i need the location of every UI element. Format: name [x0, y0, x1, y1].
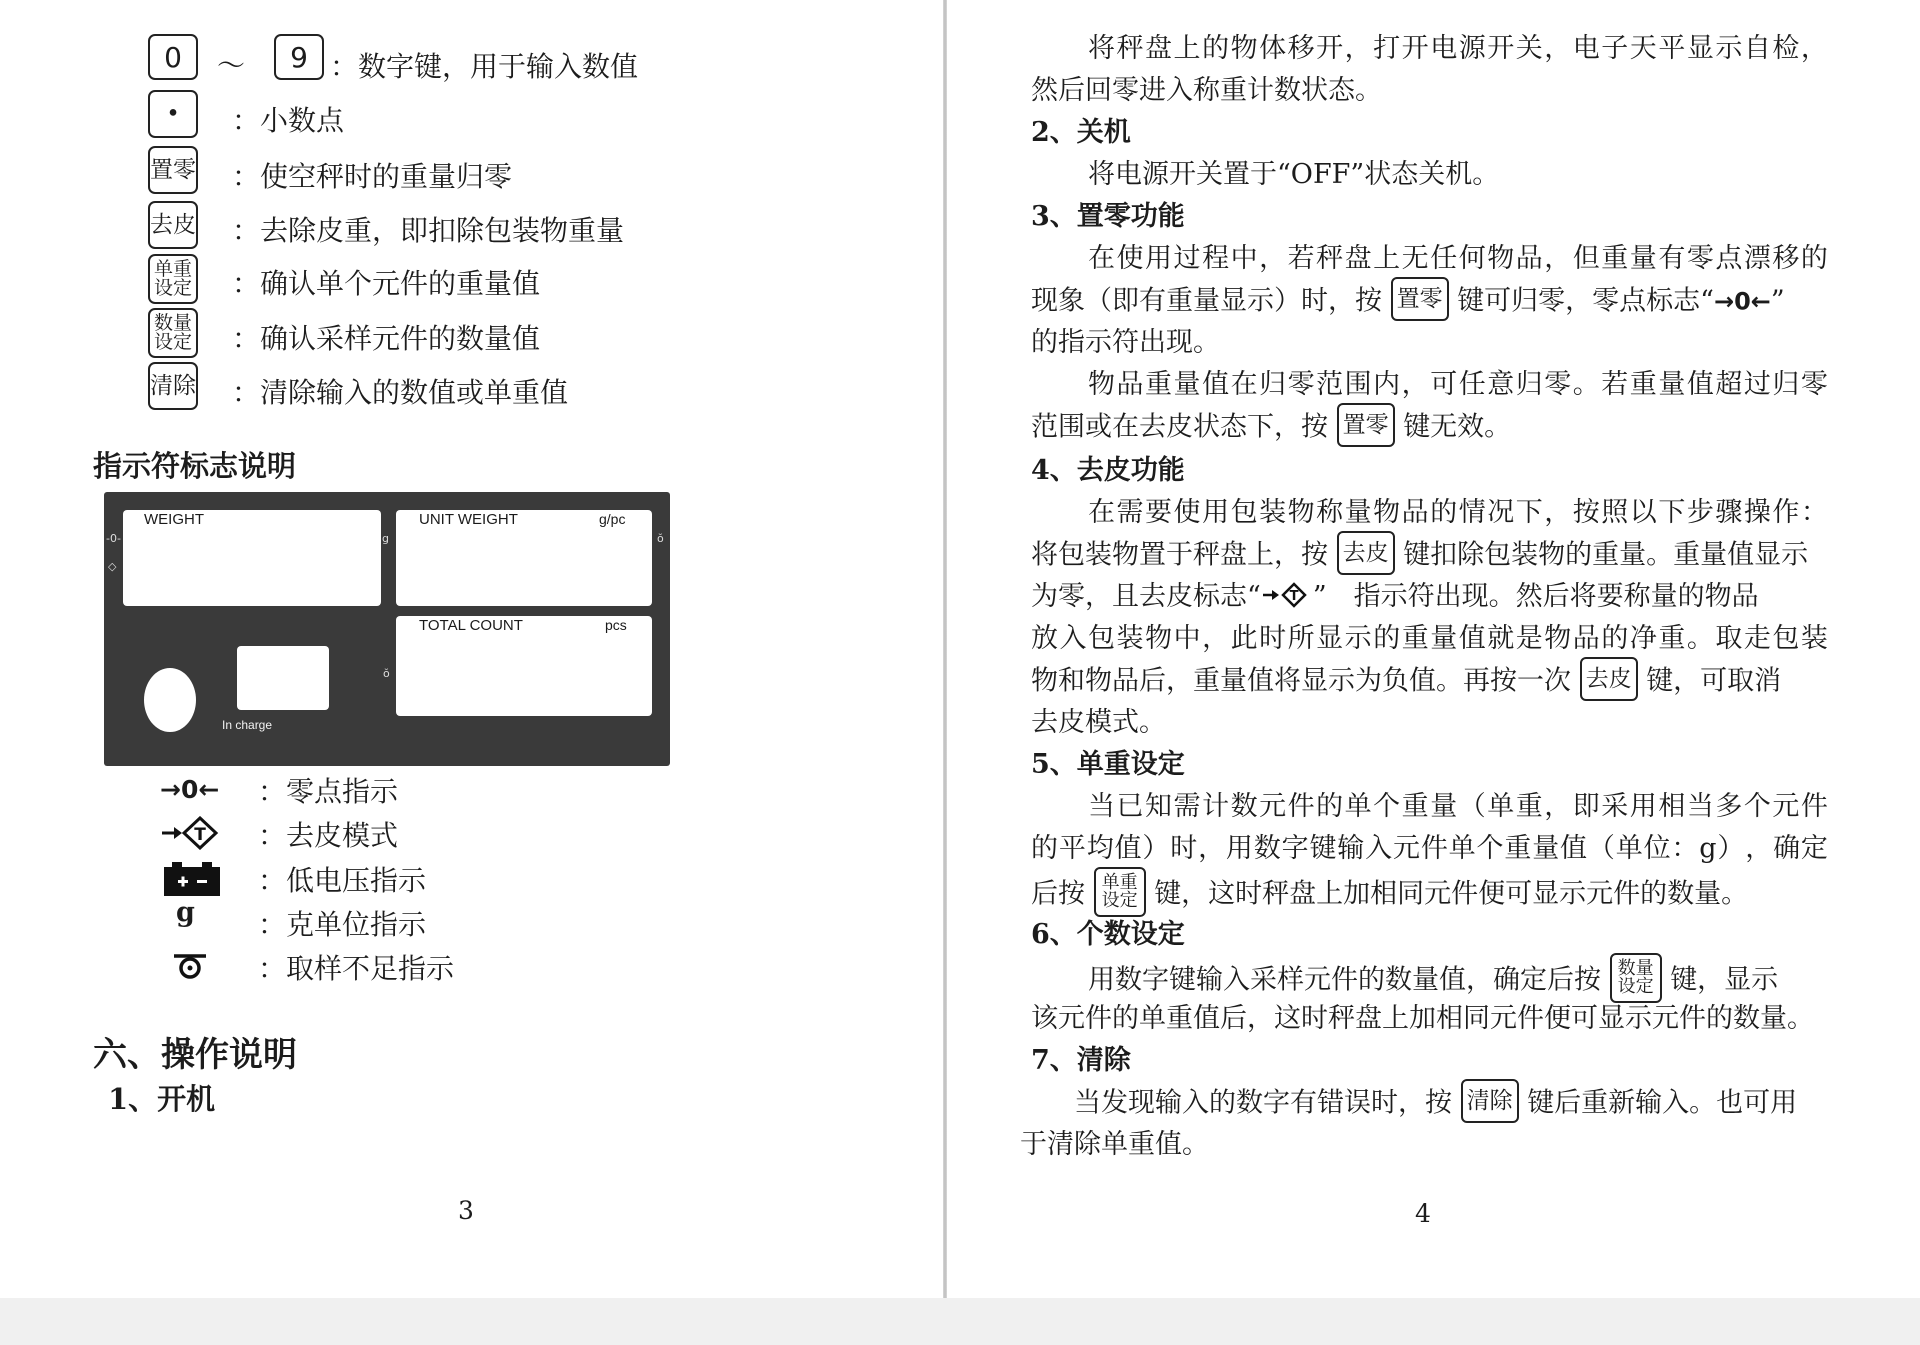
count-key — [148, 308, 198, 358]
clear-line-1a: 当发现输入的数字有错误时，按 — [1074, 1087, 1452, 1119]
heading-power-off: 2、关机 — [1031, 117, 1131, 148]
count-line-1a: 用数字键输入采样元件的数量值，确定后按 — [1088, 964, 1601, 996]
display-panel — [104, 492, 670, 766]
tare-key-inline: 去皮 — [1337, 531, 1395, 575]
zero-key-inline-2: 置零 — [1337, 403, 1395, 447]
zero-line-5a: 范围或在去皮状态下，按 — [1031, 411, 1328, 443]
count-key-bottom: 设定 — [153, 331, 192, 353]
unit-line-1: 当 已 知 需 计 数 元 件 的 单 个 重 量 （ 单 重 ， 即 采 用 相 当 多 个 元 件 — [1088, 791, 1828, 822]
battery-indicator-description: ：低电压指示 — [258, 864, 427, 897]
power-on-heading: 1、开机 — [108, 1082, 216, 1116]
zero-line-2c: ” — [1770, 285, 1785, 317]
count-key-inline-top: 数量 — [1617, 958, 1654, 979]
charge-led — [238, 695, 252, 709]
unit-weight-key-bottom: 设定 — [153, 277, 192, 299]
number-keys-description: ：数字键，用于输入数值 — [330, 50, 639, 83]
svg-text:T: T — [194, 825, 206, 845]
heading-unit-weight: 5、单重设定 — [1031, 749, 1185, 780]
decimal-point-key: • — [148, 90, 198, 138]
zero-line-2a: 现象（即有重量显示）时，按 — [1031, 285, 1382, 317]
tare-key-description: ：去除皮重，即扣除包装物重量 — [232, 214, 625, 247]
decimal-point-description: ：小数点 — [232, 104, 345, 137]
heading-zero-function: 3、置零功能 — [1031, 201, 1185, 232]
unit-weight-key-inline-top: 单重 — [1101, 872, 1138, 893]
key-0: 0 — [148, 34, 198, 80]
count-line-1b: 键，显示 — [1670, 964, 1779, 996]
unit-weight-key — [148, 254, 198, 304]
tare-key: 去皮 — [148, 201, 198, 249]
tare-indicator-icon — [160, 816, 222, 854]
count-line-2: 该元件的单重值后，这时秤盘上加相同元件便可显示元件的数量。 — [1031, 1003, 1814, 1034]
clear-line-1 — [1074, 1082, 1814, 1124]
indicator-heading: 指示符标志说明 — [93, 449, 297, 483]
g-mark-icon: g — [382, 532, 389, 545]
scan-bottom-strip — [0, 1298, 1920, 1345]
tare-line-5b: 键，可取消 — [1646, 665, 1782, 697]
page-number-left: 3 — [458, 1196, 474, 1225]
svg-text:T: T — [1289, 588, 1299, 604]
tare-mark-inline-icon — [1261, 582, 1313, 608]
clear-key-inline: 清除 — [1461, 1079, 1519, 1123]
sample-icon — [172, 952, 208, 984]
zero-key: 置零 — [148, 146, 198, 194]
unit-line-3 — [1031, 870, 1828, 912]
tare-indicator-description: ：去皮模式 — [258, 819, 399, 852]
count-key-description: ：确认采样元件的数量值 — [232, 322, 541, 355]
zero-mark-inline-icon: →0← — [1714, 287, 1771, 316]
zero-indicator-icon: →0← — [160, 775, 220, 804]
tare-line-2b: 键扣除包装物的重量。重量值显示 — [1403, 539, 1809, 571]
zero-line-1: 在 使 用 过 程 中 ， 若 秤 盘 上 无 任 何 物 品 ， 但 重 量 有 零 点 漂 移 的 — [1088, 243, 1828, 274]
weight-label: WEIGHT — [144, 511, 204, 528]
tare-line-5 — [1031, 660, 1828, 702]
unit-weight-key-inline — [1094, 867, 1146, 917]
key-9: 9 — [274, 34, 324, 80]
charge-label: In charge — [222, 718, 273, 732]
total-count-unit: pcs — [605, 617, 627, 633]
sample-mark-icon-right: ŏ — [657, 532, 664, 545]
paragraph-power-off: 将电源开关置于“OFF”状态关机。 — [1088, 159, 1500, 190]
zero-line-5 — [1031, 406, 1828, 448]
tare-line-6: 去皮模式。 — [1031, 707, 1166, 738]
unit-weight-label: UNIT WEIGHT — [419, 511, 518, 528]
tare-line-3 — [1031, 576, 1828, 618]
unit-weight-key-description: ：确认单个元件的重量值 — [232, 267, 541, 300]
battery-icon — [164, 862, 220, 900]
page-number-right: 4 — [1415, 1199, 1431, 1228]
zero-line-2b: 键可归零，零点标志“ — [1457, 285, 1714, 317]
unit-line-3a: 后按 — [1031, 878, 1085, 910]
heading-tare-function: 4、去皮功能 — [1031, 455, 1185, 486]
tare-line-5a: 物和物品后，重量值将显示为负值。再按一次 — [1031, 665, 1571, 697]
tare-line-1: 在 需 要 使 用 包 装 物 称 量 物 品 的 情 况 下 ， 按 照 以 下 步 骤 操 作 ： — [1088, 497, 1828, 528]
tare-line-4: 放 入 包 装 物 中 ， 此 时 所 显 示 的 重 量 值 就 是 物 品 的 净 重 。 取 走 包 装 — [1031, 623, 1828, 654]
heading-clear: 7、清除 — [1031, 1045, 1131, 1076]
gram-indicator-icon: g — [176, 897, 195, 928]
tare-mark-icon: ◇ — [108, 560, 117, 573]
clear-key-description: ：清除输入的数值或单重值 — [232, 376, 569, 409]
total-count-label: TOTAL COUNT — [419, 617, 523, 634]
clear-line-1b: 键后重新输入。也可用 — [1527, 1087, 1798, 1119]
sample-indicator-description: ：取样不足指示 — [258, 952, 455, 985]
clear-key: 清除 — [148, 362, 198, 410]
tilde: ～ — [217, 49, 246, 82]
zero-indicator-description: ：零点指示 — [258, 775, 399, 808]
count-key-inline-bottom: 设定 — [1617, 976, 1654, 997]
paragraph-1-line-2: 然后回零进入称重计数状态。 — [1031, 75, 1382, 106]
section-title: 六、操作说明 — [93, 1035, 297, 1075]
unit-line-2: 的 平 均 值 ） 时 ， 用 数 字 键 输 入 元 件 单 个 重 量 值 （ 单 位 ： g ） ， 确 定 — [1031, 833, 1828, 864]
tare-line-3a: 为零，且去皮标志“ — [1031, 581, 1261, 612]
unit-weight-key-inline-bottom: 设定 — [1101, 890, 1138, 911]
tare-line-3b: ” 指示符出现。然后将要称量的物品 — [1312, 581, 1759, 612]
zero-line-4: 物 品 重 量 值 在 归 零 范 围 内 ， 可 任 意 归 零 。 若 重 量 值 超 过 归 零 — [1088, 369, 1828, 400]
tare-line-2 — [1031, 534, 1828, 576]
zero-line-3: 的指示符出现。 — [1031, 327, 1220, 358]
heading-count-setting: 6、个数设定 — [1031, 919, 1185, 950]
tare-key-inline-2: 去皮 — [1580, 657, 1638, 701]
zero-key-description: ：使空秤时的重量归零 — [232, 160, 513, 193]
count-key-top: 数量 — [153, 312, 192, 334]
unit-weight-unit: g/pc — [599, 511, 626, 527]
power-button — [144, 668, 196, 732]
clear-line-2: 于清除单重值。 — [1020, 1129, 1209, 1160]
zero-line-2 — [1031, 280, 1828, 322]
unit-weight-key-top: 单重 — [153, 258, 192, 280]
zero-line-5b: 键无效。 — [1403, 411, 1512, 443]
zero-key-inline: 置零 — [1391, 277, 1449, 321]
count-line-1 — [1088, 956, 1828, 998]
unit-line-3b: 键，这时秤盘上加相同元件便可显示元件的数量。 — [1154, 878, 1749, 910]
gram-indicator-description: ：克单位指示 — [258, 908, 427, 941]
paragraph-1-line-1: 将 秤 盘 上 的 物 体 移 开 ， 打 开 电 源 开 关 ， 电 子 天 平 显 示 自 检 ， — [1088, 33, 1828, 64]
tare-line-2a: 将包装物置于秤盘上，按 — [1031, 539, 1328, 571]
sample-mark-icon: ŏ — [383, 667, 390, 680]
zero-mark-icon: -0- — [106, 532, 121, 545]
count-key-inline — [1610, 953, 1662, 1003]
